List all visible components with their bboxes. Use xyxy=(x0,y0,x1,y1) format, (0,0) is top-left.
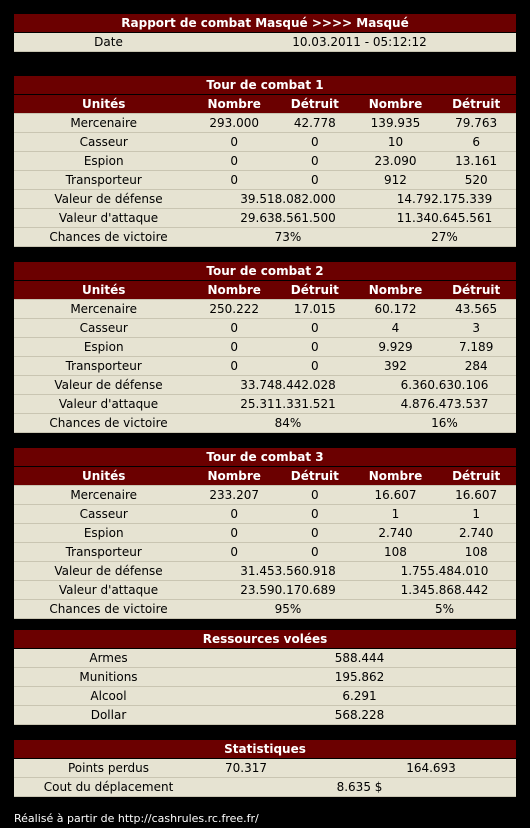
unit-cell: Casseur xyxy=(79,135,128,149)
unit-cell: 284 xyxy=(464,359,488,373)
unit-cell: Casseur xyxy=(79,321,128,335)
unit-cell: 43.565 xyxy=(455,302,498,316)
unit-row xyxy=(14,171,516,190)
date-value: 10.03.2011 - 05:12:12 xyxy=(292,35,427,49)
points-left: 70.317 xyxy=(225,761,267,775)
unit-cell: Casseur xyxy=(79,507,128,521)
column-header: Nombre xyxy=(207,97,261,111)
unit-cell: 250.222 xyxy=(209,302,259,316)
chances-left: 84% xyxy=(274,416,302,430)
unit-cell: Espion xyxy=(83,526,124,540)
unit-cell: 0 xyxy=(230,154,238,168)
date-row xyxy=(14,33,516,52)
resource-value: 6.291 xyxy=(342,689,377,703)
chances-label: Chances de victoire xyxy=(49,230,168,244)
unit-cell: Mercenaire xyxy=(70,302,138,316)
round-title: Tour de combat 1 xyxy=(14,76,516,95)
unit-cell: 0 xyxy=(311,526,319,540)
resource-label: Alcool xyxy=(90,689,127,703)
unit-cell: 0 xyxy=(311,545,319,559)
attack-label: Valeur d'attaque xyxy=(58,211,159,225)
unit-cell: Mercenaire xyxy=(70,488,138,502)
column-header: Nombre xyxy=(368,97,423,111)
unit-cell: Espion xyxy=(83,340,124,354)
unit-cell: 108 xyxy=(464,545,488,559)
combat-round-2 xyxy=(14,262,516,433)
unit-row xyxy=(14,114,516,133)
unit-cell: 0 xyxy=(311,507,319,521)
defense-row xyxy=(14,190,516,209)
resources-title: Ressources volées xyxy=(14,630,516,649)
column-header: Détruit xyxy=(290,469,339,483)
unit-row xyxy=(14,486,516,505)
unit-cell: 17.015 xyxy=(293,302,336,316)
column-header: Unités xyxy=(81,469,126,483)
unit-row xyxy=(14,524,516,543)
unit-row xyxy=(14,543,516,562)
unit-cell: 0 xyxy=(311,488,319,502)
resource-label: Munitions xyxy=(79,670,138,684)
unit-cell: 0 xyxy=(230,321,238,335)
unit-cell: Mercenaire xyxy=(70,116,138,130)
unit-cell: Transporteur xyxy=(65,359,142,373)
round-column-headers xyxy=(14,281,516,300)
resources-block xyxy=(14,630,516,725)
unit-cell: 0 xyxy=(230,173,238,187)
resource-value: 568.228 xyxy=(334,708,385,722)
unit-cell: 0 xyxy=(230,340,238,354)
round-column-headers xyxy=(14,467,516,486)
defense-left: 31.453.560.918 xyxy=(240,564,336,578)
unit-row xyxy=(14,133,516,152)
resource-label: Dollar xyxy=(90,708,127,722)
unit-cell: Transporteur xyxy=(65,173,142,187)
unit-cell: 233.207 xyxy=(209,488,259,502)
unit-cell: 392 xyxy=(384,359,407,373)
resource-row xyxy=(14,706,516,725)
unit-cell: 79.763 xyxy=(455,116,498,130)
attack-row xyxy=(14,395,516,414)
unit-cell: 0 xyxy=(311,173,319,187)
cost-label: Cout du déplacement xyxy=(43,780,174,794)
cost-value: 8.635 $ xyxy=(336,780,383,794)
unit-cell: 10 xyxy=(387,135,404,149)
round-title: Tour de combat 3 xyxy=(14,448,516,467)
unit-cell: 0 xyxy=(311,154,319,168)
unit-cell: 2.740 xyxy=(378,526,413,540)
resource-value: 588.444 xyxy=(334,651,385,665)
round-title: Tour de combat 2 xyxy=(14,262,516,281)
footer xyxy=(14,812,259,825)
unit-cell: 0 xyxy=(311,359,319,373)
chances-right: 27% xyxy=(431,230,458,244)
column-header: Détruit xyxy=(452,283,501,297)
unit-cell: 6 xyxy=(472,135,480,149)
unit-cell: 42.778 xyxy=(293,116,336,130)
attack-right: 1.345.868.442 xyxy=(400,583,489,597)
unit-row xyxy=(14,300,516,319)
defense-right: 6.360.630.106 xyxy=(400,378,489,392)
defense-left: 39.518.082.000 xyxy=(240,192,336,206)
attack-right: 4.876.473.537 xyxy=(400,397,489,411)
points-row xyxy=(14,759,516,778)
defense-right: 14.792.175.339 xyxy=(396,192,493,206)
unit-cell: 0 xyxy=(230,526,238,540)
column-header: Détruit xyxy=(290,97,339,111)
unit-row xyxy=(14,152,516,171)
unit-cell: 60.172 xyxy=(374,302,417,316)
column-header: Unités xyxy=(81,283,126,297)
unit-cell: 0 xyxy=(311,321,319,335)
chances-label: Chances de victoire xyxy=(49,602,168,616)
resource-row xyxy=(14,687,516,706)
defense-left: 33.748.442.028 xyxy=(240,378,336,392)
unit-cell: 4 xyxy=(391,321,400,335)
defense-row xyxy=(14,562,516,581)
chances-row xyxy=(14,228,516,247)
defense-label: Valeur de défense xyxy=(54,564,163,578)
resource-row xyxy=(14,668,516,687)
stats-title: Statistiques xyxy=(14,740,516,759)
column-header: Détruit xyxy=(452,469,501,483)
unit-cell: 108 xyxy=(384,545,407,559)
attack-label: Valeur d'attaque xyxy=(58,583,159,597)
footer-link[interactable]: http://cashrules.rc.free.fr/ xyxy=(117,812,259,825)
unit-cell: 0 xyxy=(230,359,238,373)
unit-cell: 0 xyxy=(230,507,238,521)
points-right: 164.693 xyxy=(406,761,456,775)
points-label: Points perdus xyxy=(67,761,150,775)
defense-label: Valeur de défense xyxy=(54,378,163,392)
attack-left: 23.590.170.689 xyxy=(240,583,336,597)
resource-label: Armes xyxy=(89,651,128,665)
attack-right: 11.340.645.561 xyxy=(396,211,493,225)
unit-row xyxy=(14,357,516,376)
unit-cell: 139.935 xyxy=(370,116,421,130)
unit-cell: 912 xyxy=(384,173,407,187)
defense-right: 1.755.484.010 xyxy=(400,564,489,578)
unit-cell: 9.929 xyxy=(378,340,413,354)
unit-cell: Espion xyxy=(83,154,124,168)
chances-right: 16% xyxy=(431,416,458,430)
attack-left: 25.311.331.521 xyxy=(240,397,336,411)
attack-row xyxy=(14,209,516,228)
unit-cell: 13.161 xyxy=(455,154,498,168)
unit-cell: 23.090 xyxy=(374,154,417,168)
unit-cell: 520 xyxy=(464,173,488,187)
unit-cell: 0 xyxy=(230,545,238,559)
footer-prefix: Réalisé à partir de xyxy=(14,812,118,825)
unit-cell: 0 xyxy=(230,135,238,149)
report-title: Rapport de combat Masqué >>>> Masqué xyxy=(14,14,516,33)
attack-left: 29.638.561.500 xyxy=(240,211,336,225)
chances-left: 73% xyxy=(274,230,302,244)
column-header: Détruit xyxy=(290,283,339,297)
column-header: Unités xyxy=(81,97,126,111)
unit-row xyxy=(14,319,516,338)
attack-row xyxy=(14,581,516,600)
stats-block xyxy=(14,740,516,797)
unit-cell: 3 xyxy=(472,321,480,335)
resource-row xyxy=(14,649,516,668)
column-header: Nombre xyxy=(368,469,423,483)
combat-round-1 xyxy=(14,76,516,247)
unit-cell: 0 xyxy=(311,135,319,149)
unit-cell: 2.740 xyxy=(458,526,494,540)
defense-label: Valeur de défense xyxy=(54,192,163,206)
report-header xyxy=(14,14,516,52)
column-header: Nombre xyxy=(207,469,261,483)
unit-cell: 7.189 xyxy=(458,340,494,354)
chances-right: 5% xyxy=(434,602,455,616)
column-header: Nombre xyxy=(207,283,261,297)
cost-row xyxy=(14,778,516,797)
unit-cell: 1 xyxy=(391,507,400,521)
unit-cell: 0 xyxy=(311,340,319,354)
chances-row xyxy=(14,414,516,433)
chances-row xyxy=(14,600,516,619)
round-column-headers xyxy=(14,95,516,114)
attack-label: Valeur d'attaque xyxy=(58,397,159,411)
unit-row xyxy=(14,338,516,357)
unit-cell: 16.607 xyxy=(374,488,417,502)
unit-cell: 293.000 xyxy=(209,116,259,130)
resource-value: 195.862 xyxy=(334,670,385,684)
unit-cell: 16.607 xyxy=(455,488,498,502)
defense-row xyxy=(14,376,516,395)
chances-left: 95% xyxy=(274,602,302,616)
combat-round-3 xyxy=(14,448,516,619)
unit-cell: 1 xyxy=(472,507,480,521)
column-header: Nombre xyxy=(368,283,423,297)
column-header: Détruit xyxy=(452,97,501,111)
chances-label: Chances de victoire xyxy=(49,416,168,430)
unit-row xyxy=(14,505,516,524)
unit-cell: Transporteur xyxy=(65,545,142,559)
date-label: Date xyxy=(94,35,123,49)
